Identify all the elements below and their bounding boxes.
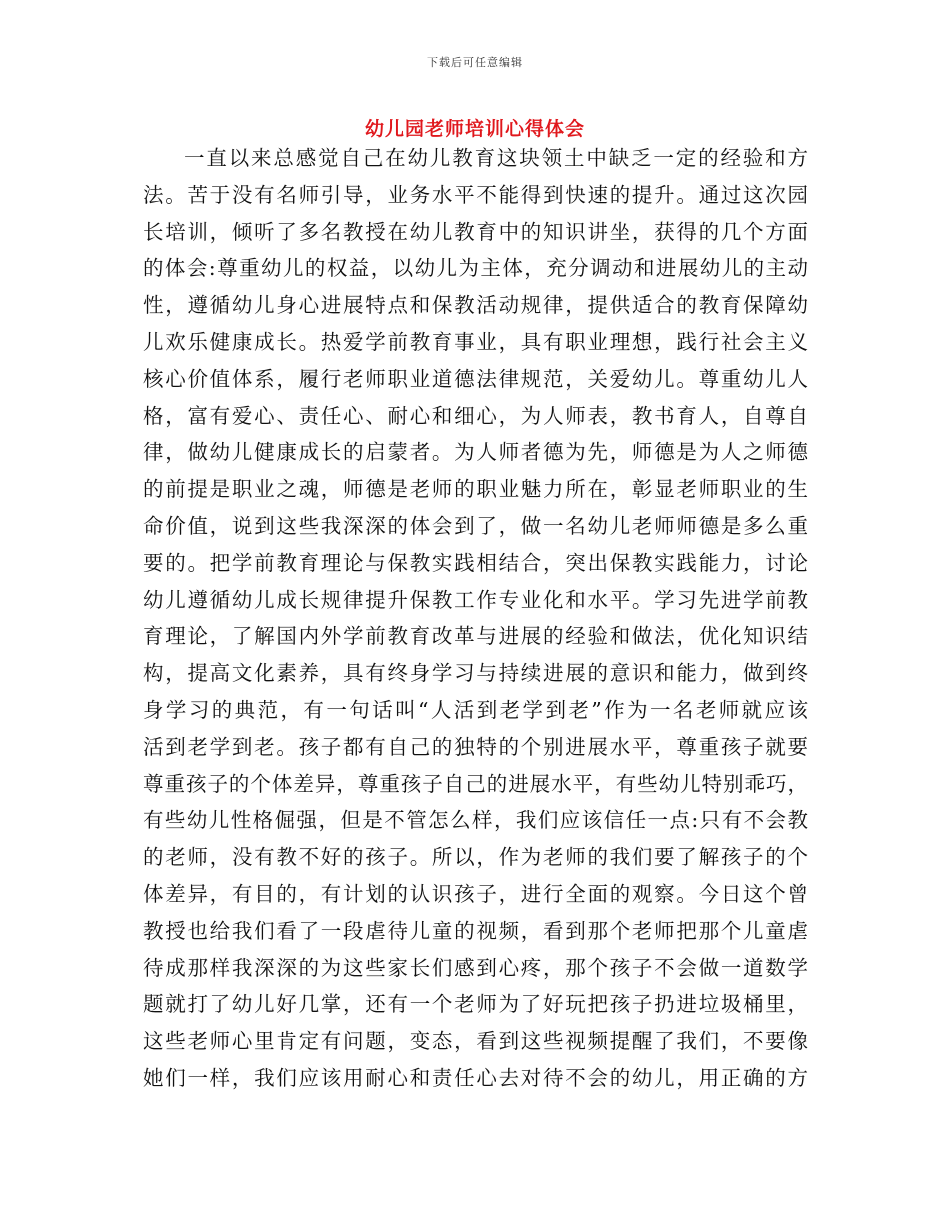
body-line: 性，遵循幼儿身心进展特点和保教活动规律，提供适合的教育保障幼 (143, 293, 808, 318)
body-line: 律，做幼儿健康成长的启蒙者。为人师者德为先，师德是为人之师德 (143, 440, 808, 465)
body-line: 要的。把学前教育理论与保教实践相结合，突出保教实践能力，讨论 (143, 550, 808, 575)
body-line: 的体会:尊重幼儿的权益，以幼儿为主体，充分调动和进展幼儿的主动 (143, 256, 808, 281)
body-line: 活到老学到老。孩子都有自己的独特的个别进展水平，尊重孩子就要 (143, 734, 808, 759)
body-line: 体差异，有目的，有计划的认识孩子，进行全面的观察。今日这个曾 (143, 881, 808, 906)
body-line: 有些幼儿性格倔强，但是不管怎么样，我们应该信任一点:只有不会教 (143, 808, 808, 833)
body-line: 一直以来总感觉自己在幼儿教育这块领土中缺乏一定的经验和方 (184, 146, 808, 170)
body-line: 待成那样我深深的为这些家长们感到心疼，那个孩子不会做一道数学 (143, 955, 808, 980)
header-note: 下载后可任意编辑 (427, 56, 523, 69)
body-line: 题就打了幼儿好几掌，还有一个老师为了好玩把孩子扔进垃圾桶里， (143, 992, 808, 1017)
body-line: 育理论，了解国内外学前教育改革与进展的经验和做法，优化知识结 (143, 624, 808, 649)
body-line: 构，提高文化素养，具有终身学习与持续进展的意识和能力，做到终 (143, 661, 808, 686)
body-line: 命价值，说到这些我深深的体会到了，做一名幼儿老师师德是多么重 (143, 513, 808, 538)
body-line: 尊重孩子的个体差异，尊重孩子自己的进展水平，有些幼儿特别乖巧， (143, 771, 808, 796)
body-line: 长培训，倾听了多名教授在幼儿教育中的知识讲坐，获得的几个方面 (143, 219, 808, 244)
body-line: 核心价值体系，履行老师职业道德法律规范，关爱幼儿。尊重幼儿人 (143, 366, 808, 391)
body-line: 儿欢乐健康成长。热爱学前教育事业，具有职业理想，践行社会主义 (143, 329, 808, 354)
body-line: 法。苦于没有名师引导，业务水平不能得到快速的提升。通过这次园 (143, 182, 808, 207)
body-line: 身学习的典范，有一句话叫“人活到老学到老”作为一名老师就应该 (143, 697, 808, 722)
document-title: 幼儿园老师培训心得体会 (364, 118, 585, 140)
body-line: 她们一样，我们应该用耐心和责任心去对待不会的幼儿，用正确的方 (143, 1065, 808, 1090)
body-line: 的老师，没有教不好的孩子。所以，作为老师的我们要了解孩子的个 (143, 845, 808, 870)
body-line: 这些老师心里肯定有问题，变态，看到这些视频提醒了我们，不要像 (143, 1029, 808, 1054)
body-line: 教授也给我们看了一段虐待儿童的视频，看到那个老师把那个儿童虐 (143, 918, 808, 943)
body-line: 格，富有爱心、责任心、耐心和细心，为人师表，教书育人，自尊自 (143, 403, 808, 428)
body-line: 幼儿遵循幼儿成长规律提升保教工作专业化和水平。学习先进学前教 (143, 587, 808, 612)
document-body (143, 140, 808, 1097)
body-line: 的前提是职业之魂，师德是老师的职业魅力所在，彰显老师职业的生 (143, 477, 808, 502)
